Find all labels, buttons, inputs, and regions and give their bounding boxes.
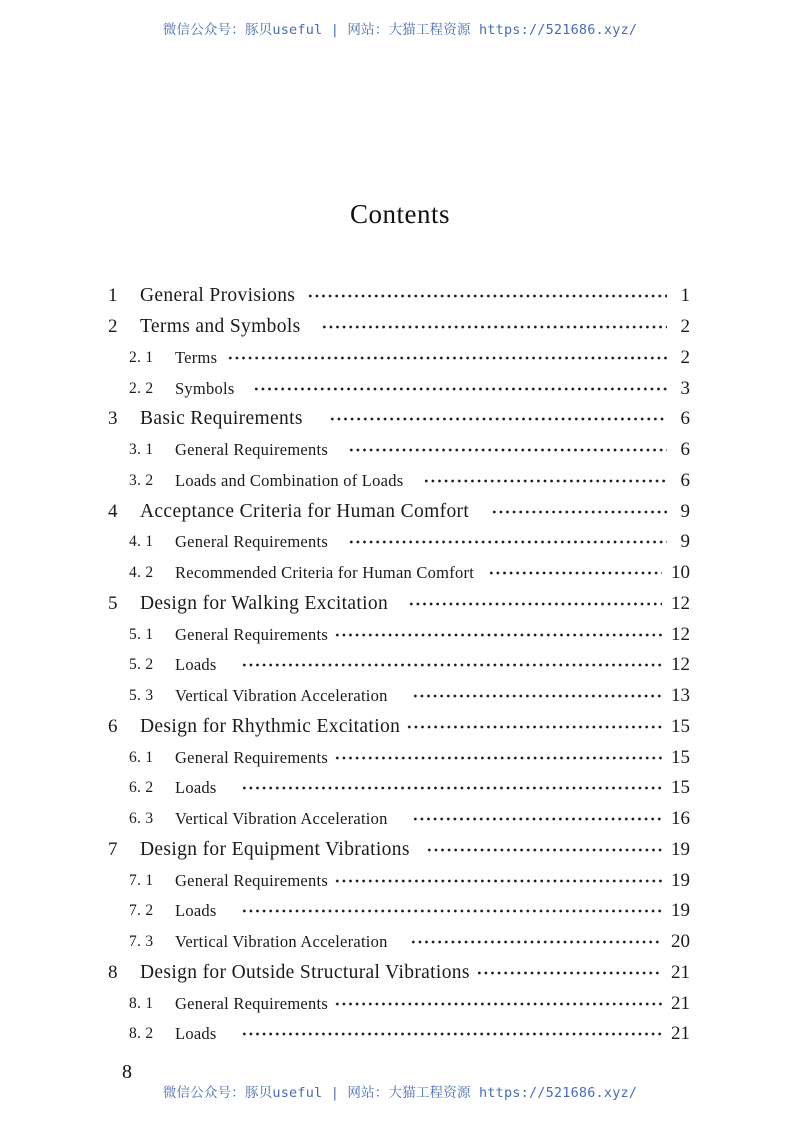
entry-page: 16 — [671, 808, 690, 830]
entry-title: Loads — [175, 655, 217, 675]
entry-title: General Requirements — [175, 532, 328, 552]
entry-number: 7. 1 — [129, 871, 154, 889]
entry-title: Basic Requirements — [140, 408, 303, 430]
entry-page: 1 — [680, 285, 690, 307]
table-of-contents — [0, 281, 690, 1050]
entry-title: Design for Walking Excitation — [140, 592, 389, 614]
entry-title: General Requirements — [175, 870, 328, 890]
dot-leader — [241, 659, 662, 671]
entry-page: 15 — [671, 777, 690, 799]
toc-subentry — [0, 343, 690, 374]
dot-leader — [334, 629, 662, 641]
entry-page: 19 — [671, 900, 690, 922]
dot-leader — [334, 998, 662, 1010]
dot-leader — [426, 844, 662, 856]
dot-leader — [491, 506, 667, 518]
toc-subentry — [0, 988, 690, 1019]
entry-number: 8. 1 — [129, 994, 154, 1012]
entry-page: 21 — [671, 1023, 690, 1045]
toc-subentry — [0, 466, 690, 497]
page-title: Contents — [349, 199, 450, 229]
footer-watermark: 微信公众号：豚贝useful | 网站：大猫工程资源 https://521686.xyz/ — [162, 1085, 638, 1101]
entry-title: Loads — [175, 778, 217, 798]
dot-leader — [348, 536, 667, 548]
dot-leader — [408, 598, 662, 610]
toc-subentry — [0, 527, 690, 558]
entry-number: 2 — [108, 316, 118, 338]
toc-subentry — [0, 435, 690, 466]
entry-number: 8 — [108, 961, 118, 983]
toc-entry — [0, 712, 690, 743]
entry-title: Vertical Vibration Acceleration — [175, 809, 388, 829]
entry-page: 21 — [671, 961, 690, 983]
dot-leader — [334, 752, 662, 764]
dot-leader — [241, 905, 662, 917]
entry-page: 20 — [671, 931, 690, 953]
toc-subentry — [0, 1019, 690, 1050]
toc-entry — [0, 404, 690, 435]
dot-leader — [410, 936, 662, 948]
toc-subentry — [0, 558, 690, 589]
entry-page: 15 — [671, 746, 690, 768]
entry-number: 1 — [108, 285, 118, 307]
entry-number: 7. 3 — [129, 933, 154, 951]
entry-number: 7. 2 — [129, 902, 154, 920]
entry-title: Vertical Vibration Acceleration — [175, 932, 388, 952]
entry-page: 9 — [680, 531, 690, 553]
dot-leader — [348, 444, 667, 456]
toc-subentry — [0, 681, 690, 712]
entry-number: 3. 1 — [129, 441, 154, 459]
dot-leader — [241, 782, 662, 794]
toc-entry — [0, 281, 690, 312]
entry-page: 21 — [671, 992, 690, 1014]
entry-page: 10 — [671, 562, 690, 584]
dot-leader — [321, 321, 667, 333]
toc-subentry — [0, 865, 690, 896]
dot-leader — [241, 1028, 662, 1040]
entry-number: 6. 3 — [129, 810, 154, 828]
header-watermark: 微信公众号：豚贝useful | 网站：大猫工程资源 https://521686.xyz/ — [162, 22, 638, 38]
entry-page: 6 — [680, 469, 690, 491]
entry-number: 4 — [108, 500, 118, 522]
entry-title: Design for Equipment Vibrations — [140, 838, 410, 860]
toc-entry — [0, 589, 690, 620]
dot-leader — [488, 567, 662, 579]
toc-entry — [0, 312, 690, 343]
entry-number: 4. 2 — [129, 564, 154, 582]
entry-page: 9 — [680, 500, 690, 522]
entry-page: 13 — [671, 685, 690, 707]
dot-leader — [406, 721, 662, 733]
entry-page: 12 — [671, 654, 690, 676]
toc-subentry — [0, 650, 690, 681]
entry-number: 6 — [108, 715, 118, 737]
entry-number: 2. 2 — [129, 379, 154, 397]
entry-title: Vertical Vibration Acceleration — [175, 686, 388, 706]
dot-leader — [423, 475, 667, 487]
entry-number: 8. 2 — [129, 1025, 154, 1043]
dot-leader — [227, 352, 667, 364]
toc-subentry — [0, 896, 690, 927]
entry-number: 2. 1 — [129, 348, 154, 366]
entry-title: Terms — [175, 347, 218, 367]
dot-leader — [253, 383, 667, 395]
dot-leader — [412, 690, 662, 702]
entry-page: 6 — [680, 439, 690, 461]
toc-subentry — [0, 804, 690, 835]
entry-title: General Requirements — [175, 993, 328, 1013]
entry-page: 6 — [680, 408, 690, 430]
dot-leader — [334, 875, 662, 887]
entry-number: 7 — [108, 838, 118, 860]
entry-page: 12 — [671, 592, 690, 614]
dot-leader — [412, 813, 662, 825]
dot-leader — [307, 290, 667, 302]
entry-title: General Requirements — [175, 440, 328, 460]
entry-title: Acceptance Criteria for Human Comfort — [140, 500, 470, 522]
entry-page: 2 — [680, 346, 690, 368]
toc-subentry — [0, 619, 690, 650]
entry-title: Terms and Symbols — [140, 316, 301, 338]
entry-number: 6. 2 — [129, 779, 154, 797]
entry-title: General Requirements — [175, 624, 328, 644]
entry-number: 5. 3 — [129, 687, 154, 705]
dot-leader — [329, 413, 667, 425]
entry-title: Loads — [175, 1024, 217, 1044]
toc-entry — [0, 958, 690, 989]
entry-number: 3 — [108, 408, 118, 430]
entry-number: 4. 1 — [129, 533, 154, 551]
entry-title: General Requirements — [175, 747, 328, 767]
entry-number: 5 — [108, 592, 118, 614]
entry-number: 6. 1 — [129, 748, 154, 766]
entry-title: Design for Outside Structural Vibrations — [140, 961, 470, 983]
entry-page: 2 — [680, 316, 690, 338]
dot-leader — [476, 967, 662, 979]
toc-entry — [0, 496, 690, 527]
entry-title: Symbols — [175, 378, 235, 398]
entry-number: 3. 2 — [129, 471, 154, 489]
entry-page: 12 — [671, 623, 690, 645]
entry-page: 19 — [671, 838, 690, 860]
entry-number: 5. 1 — [129, 625, 154, 643]
entry-title: Loads and Combination of Loads — [175, 470, 404, 490]
page-number: 8 — [122, 1061, 132, 1083]
entry-page: 19 — [671, 869, 690, 891]
toc-subentry — [0, 742, 690, 773]
toc-subentry — [0, 927, 690, 958]
entry-page: 3 — [680, 377, 690, 399]
entry-number: 5. 2 — [129, 656, 154, 674]
toc-subentry — [0, 373, 690, 404]
toc-entry — [0, 835, 690, 866]
entry-title: Design for Rhythmic Excitation — [140, 715, 401, 737]
toc-subentry — [0, 773, 690, 804]
entry-title: Recommended Criteria for Human Comfort — [175, 563, 475, 583]
entry-title: Loads — [175, 901, 217, 921]
entry-title: General Provisions — [140, 285, 296, 307]
entry-page: 15 — [671, 715, 690, 737]
